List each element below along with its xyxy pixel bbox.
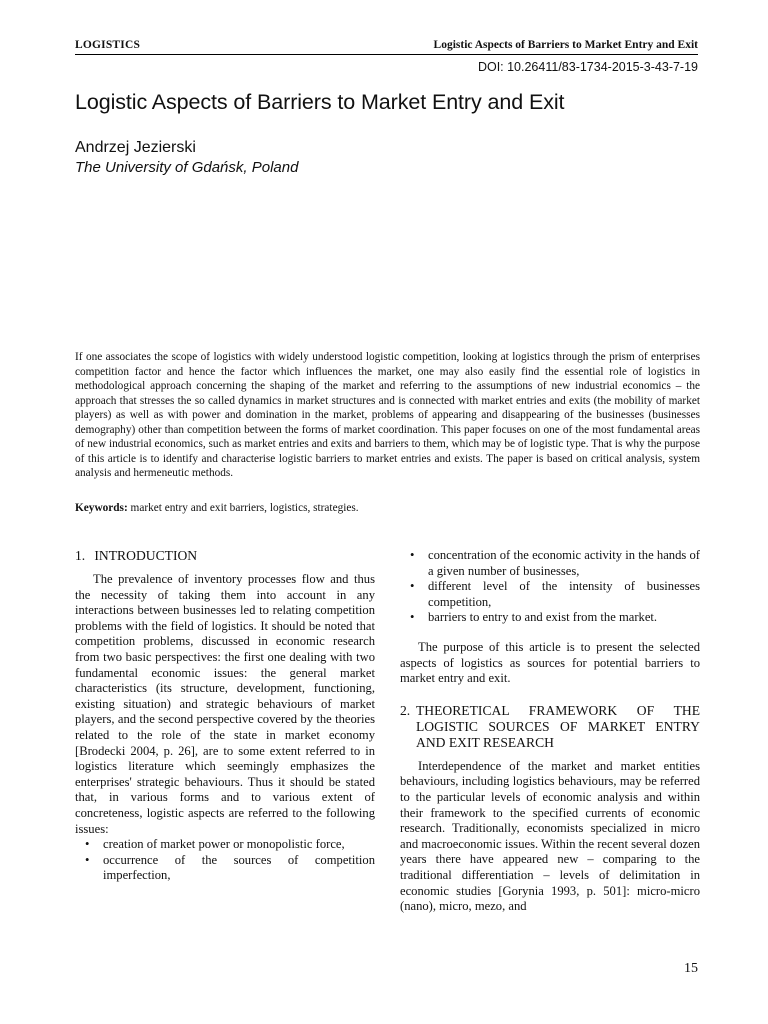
- section-heading-theoretical-framework: [400, 703, 700, 751]
- author-affiliation: The University of Gdańsk, Poland: [75, 159, 299, 176]
- section-number: 1.: [75, 548, 86, 563]
- list-item: • concentration of the economic activity in the hands of a given number of businesses,: [400, 548, 700, 579]
- keywords-label: Keywords:: [75, 502, 128, 514]
- list-item: • creation of market power or monopolistic force,: [75, 837, 375, 853]
- section-heading-introduction: [75, 548, 375, 564]
- section-number: 2.: [400, 702, 411, 718]
- list-item: • different level of the intensity of businesses competition,: [400, 579, 700, 610]
- journal-section: LOGISTICS: [75, 39, 141, 51]
- issues-list-right: [400, 548, 700, 626]
- doi[interactable]: DOI: 10.26411/83-1734-2015-3-43-7-19: [477, 60, 698, 74]
- page-number: 15: [684, 961, 698, 976]
- author-name: Andrzej Jezierski: [75, 139, 196, 156]
- list-item: • barriers to entry to and exist from the market.: [400, 610, 700, 626]
- keywords-text: market entry and exit barriers, logistics, strategies.: [130, 502, 359, 514]
- section-title: THEORETICAL FRAMEWORK OF THE LOGISTIC SOURCES OF MARKET ENTRY AND EXIT RESEARCH: [416, 702, 700, 750]
- introduction-paragraph: The prevalence of inventory processes flow and thus the necessity of taking them into account in any interactions between businesses led to relating competition problems with the field of logistics. It should be noted that competition problems, discussed in economic research from two basic perspectives: the first one dealing with two fundamental economic issues: the general market characteristics (its structure, development, functioning, existing situation) and strategic behaviours of market players, and the second perspective covered by the theories related to the role of the state in market economy [Brodecki 2004, p. 26], are to some extent referred to in logistics literature which seemingly emphasizes the enterprises' strategic behaviours. Thus it should be stated that, in various forms and to various extent of concreteness, logistic aspects are referred to the following issues:: [75, 572, 375, 836]
- issues-list-left: [75, 837, 375, 884]
- theory-paragraph: Interdependence of the market and market entities behaviours, including logistics behaviours, may be referred to the particular levels of economic analysis and within their framework to the specified currents of economic research. Traditionally, economists specialized in micro and macroeconomic issues. Within the recent several dozen years there have appeared new – comparing to the traditional differentiation – levels of delimitation in economic studies [Gorynia 1993, p. 501]: micro-micro (nano), micro, mezo, and: [400, 758, 700, 914]
- left-column: [75, 548, 375, 884]
- running-header: [75, 36, 698, 55]
- purpose-paragraph: The purpose of this article is to present the selected aspects of logistics as sources for potential barriers to market entry and exit.: [400, 639, 700, 686]
- abstract: If one associates the scope of logistics with widely understood logistic competition, looking at logistics through the prism of enterprises competition factor and hence the factor which influences the market, one may also easily find the essential role of logistics in methodological approach concerning the shaping of the market and referring to the assumptions of new industrial economics – the approach that stresses the so called dynamics in market structures and is connected with market entries and exits (the mobility of market players) as well as with power and domination in the market, problems of appearing and disappearing of the businesses (businesses demography) other than competition between the forms of market coordination. This paper focuses on one of the most fundamental areas of new industrial economics, such as market entries and exits and barriers to them, which may be of logistic type. That is why the purpose of this article is to identify and characterise logistic barriers to market entries and exists. The paper is based on critical analysis, system analysis and hermeneutic methods.: [75, 351, 700, 479]
- section-title: INTRODUCTION: [94, 548, 198, 563]
- article-title: Logistic Aspects of Barriers to Market Entry and Exit: [75, 90, 565, 114]
- list-item: • occurrence of the sources of competition imperfection,: [75, 853, 375, 884]
- keywords: [75, 502, 359, 514]
- running-title: Logistic Aspects of Barriers to Market Entry and Exit: [433, 39, 698, 51]
- right-column: [400, 548, 700, 915]
